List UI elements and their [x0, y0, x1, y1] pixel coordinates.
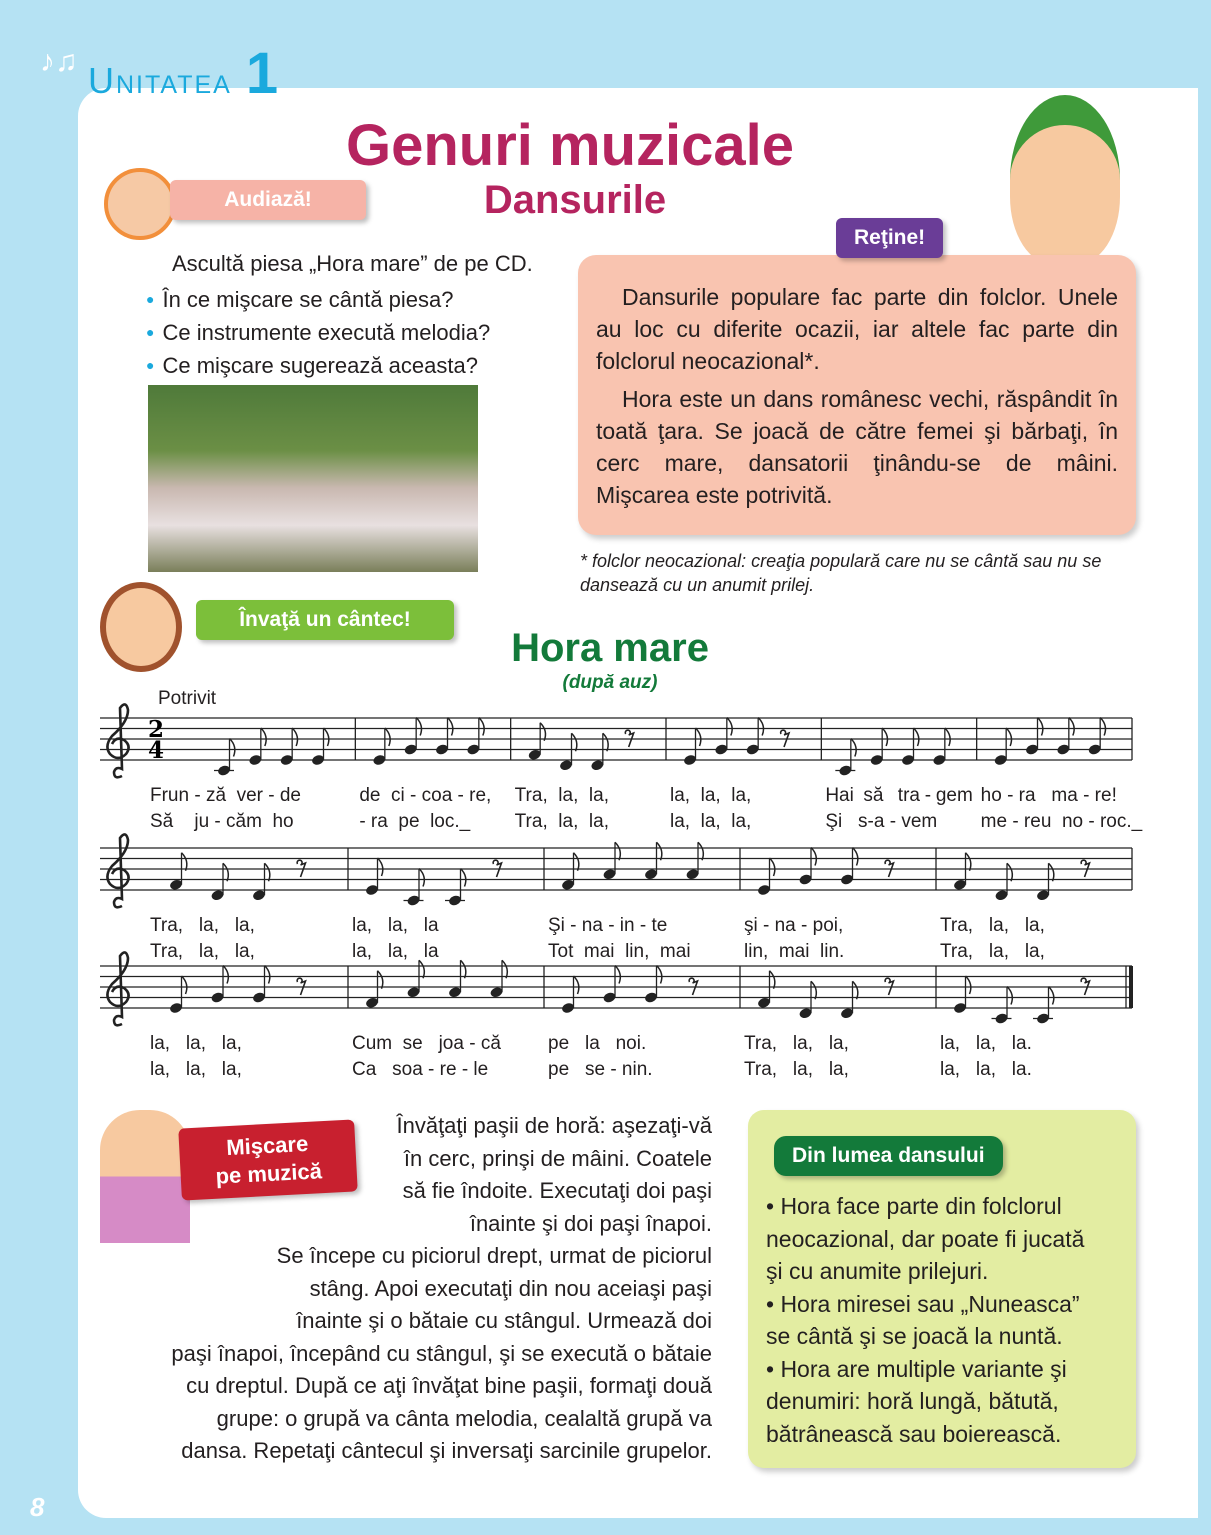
lyric-verse1: la, la, la,	[150, 1033, 242, 1054]
note-flag	[502, 960, 507, 978]
note-flag	[261, 728, 266, 746]
lyric-verse1: Frun - ză ver - de	[150, 785, 301, 806]
din-lumea-line: bătrânească sau boierească.	[766, 1420, 1062, 1447]
din-lumea-line: • Hora face parte din folclorul	[766, 1193, 1062, 1219]
lyric-verse1: pe la noi.	[548, 1033, 647, 1054]
lyric-verse1: Tra, la, la,	[514, 785, 609, 806]
note-flag	[758, 718, 763, 736]
lyric-verse1: la, la, la,	[670, 785, 752, 806]
din-lumea-line: denumiri: horă lungă, bătută,	[766, 1388, 1059, 1414]
note-flag	[223, 863, 228, 881]
time-signature: 4	[148, 737, 165, 764]
lyric-verse2: Tra, la, la,	[744, 1059, 849, 1080]
lyric-verse1: la, la, la	[352, 915, 439, 936]
miscare-line: Se începe cu piciorul drept, urmat de piciorul	[276, 1243, 712, 1268]
note-flag	[882, 728, 887, 746]
miscare-line: înainte şi o bătaie cu stângul. Urmează doi	[296, 1308, 712, 1333]
note-flag	[1100, 718, 1105, 736]
unit-number: 1	[245, 41, 281, 106]
miscare-text	[96, 1110, 712, 1468]
miscare-line: în cerc, prinşi de mâini. Coatele	[403, 1145, 712, 1171]
miscare-label-line: pe muzică	[214, 1158, 323, 1189]
note-flag	[1006, 728, 1011, 746]
din-lumea-line: • Hora miresei sau „Nuneasca”	[766, 1290, 1080, 1317]
lyric-verse1: Tra, la, la,	[150, 915, 255, 936]
note-flag	[603, 733, 608, 751]
miscare-line: să fie îndoite. Executaţi doi paşi	[402, 1178, 712, 1203]
note-flag	[378, 858, 383, 876]
lyric-verse1: de ci - coa - re,	[359, 785, 492, 806]
note-flag	[292, 728, 297, 746]
note-flag	[657, 966, 662, 984]
miscare-line: paşi înapoi, începând cu stângul, şi se execută o bătaie	[171, 1340, 712, 1366]
song-source: (după auz)	[562, 672, 658, 693]
note-flag	[182, 976, 187, 994]
lyric-verse2: la, la, la	[352, 941, 439, 962]
note-flag	[572, 733, 577, 751]
lyric-verse2: la, la, la,	[670, 811, 752, 832]
note-flag	[461, 869, 466, 887]
note-flag	[540, 723, 545, 741]
note-flag	[657, 842, 662, 860]
question: ● Ce instrumente execută melodia?	[146, 316, 490, 349]
din-lumea-line: se cântă şi se joacă la nuntă.	[766, 1323, 1063, 1349]
lyric-verse2: Să ju - căm ho	[150, 811, 294, 832]
note-flag	[419, 869, 424, 887]
note-flag	[615, 966, 620, 984]
din-lumea-label: Din lumea dansului	[774, 1136, 1003, 1176]
miscare-line: stâng. Apoi executaţi din nou aceiaşi paşi	[309, 1275, 712, 1301]
note-flag	[574, 853, 579, 871]
din-lumea-text	[766, 1190, 1084, 1450]
note-flag	[223, 966, 228, 984]
note-flag	[448, 718, 453, 736]
lyric-verse1: Hai să tra - gem	[825, 785, 973, 806]
lyric-verse2: la, la, la.	[940, 1059, 1032, 1080]
note-flag	[727, 718, 732, 736]
note-flag	[945, 728, 950, 746]
note-flag	[770, 858, 775, 876]
lyric-verse2: Tra, la, la,	[940, 941, 1045, 962]
note-flag	[853, 981, 858, 999]
unit-label: Unitatea	[88, 60, 232, 101]
lyric-verse1: Tra, la, la,	[940, 915, 1045, 936]
note-flag	[966, 853, 971, 871]
page-number: 8	[30, 1492, 45, 1522]
song-section-label: Învaţă un cântec!	[196, 600, 454, 640]
page-subtitle: Dansurile	[483, 178, 667, 222]
din-lumea-line: neocazional, dar poate fi jucată	[766, 1225, 1085, 1252]
lyric-verse2: me - reu no - roc._	[980, 811, 1143, 832]
note-flag	[1049, 987, 1054, 1005]
lyric-verse2: pe se - nin.	[548, 1059, 653, 1080]
note-flag	[696, 728, 701, 746]
din-lumea-line: • Hora are multiple variante şi	[766, 1355, 1067, 1382]
note-flag	[1049, 863, 1054, 881]
lyric-verse1: Şi - na - in - te	[548, 915, 668, 936]
audiaza-intro: Ascultă piesa „Hora mare” de pe CD.	[172, 251, 533, 276]
lyric-verse2: la, la, la,	[150, 1059, 242, 1080]
note-flag	[1038, 718, 1043, 736]
final-bar-line	[1129, 966, 1133, 1008]
treble-clef-icon	[107, 952, 128, 1025]
note-flag	[265, 966, 270, 984]
lyric-verse2: Tot mai lin, mai	[548, 941, 691, 962]
treble-clef-icon	[107, 834, 128, 907]
note-flag	[479, 718, 484, 736]
lyric-verse2: Ca soa - re - le	[352, 1059, 489, 1080]
lyric-verse1: Cum se joa - că	[352, 1033, 501, 1054]
lyric-verse1: şi - na - poi,	[744, 915, 844, 936]
retine-paragraph: Hora este un dans românesc vechi, răspândit în toată ţara. Se joacă de către femei şi bărbaţi, în cerc mare, dansatorii ţinându-se de mâini. Mişcarea este potrivită.	[596, 386, 1118, 508]
footnote: * folclor neocazional: creaţia populară care nu se cântă sau nu se dansează cu un anumit prilej.	[580, 551, 1102, 595]
retine-paragraph: Dansurile populare fac parte din folclor. Unele au loc cu diferite ocazii, iar altele fac parte din folclorul neocazional*.	[596, 284, 1118, 374]
miscare-line: Învăţaţi paşii de horă: aşezaţi-vă	[396, 1113, 712, 1138]
note-flag	[966, 976, 971, 994]
question: ● În ce mişcare se cântă piesa?	[146, 283, 490, 316]
miscare-line: înainte şi doi paşi înapoi.	[469, 1210, 712, 1236]
note-flag	[324, 728, 329, 746]
music-notes-icon: ♪♫	[40, 45, 78, 78]
din-lumea-line: şi cu anumite prilejuri.	[766, 1258, 989, 1284]
lyric-verse2: lin, mai lin.	[744, 941, 845, 962]
note-flag	[182, 853, 187, 871]
tempo-marking: Potrivit	[158, 688, 217, 709]
lyric-verse2: Tra, la, la,	[514, 811, 609, 832]
audiaza-label: Audiază!	[170, 180, 366, 220]
miscare-label-line: Mişcare	[225, 1130, 309, 1161]
note-flag	[385, 728, 390, 746]
time-signature: 2	[148, 716, 165, 743]
lyric-verse1: la, la, la.	[940, 1033, 1032, 1054]
note-flag	[1069, 718, 1074, 736]
miscare-line: cu dreptul. După ce aţi învăţat bine paşii, formaţi două	[186, 1373, 712, 1398]
note-flag	[698, 842, 703, 860]
note-flag	[1007, 987, 1012, 1005]
note-flag	[811, 981, 816, 999]
note-flag	[853, 848, 858, 866]
song-title: Hora mare	[511, 626, 709, 670]
miscare-line: dansa. Repetaţi cântecul şi inversaţi sarcinile grupelor.	[181, 1438, 712, 1463]
note-flag	[461, 960, 466, 978]
treble-clef-icon	[107, 704, 128, 777]
question: ● Ce mişcare sugerează aceasta?	[146, 349, 490, 382]
retine-label: Reţine!	[836, 218, 943, 258]
lyric-verse1: Tra, la, la,	[744, 1033, 849, 1054]
note-flag	[1007, 863, 1012, 881]
lyric-verse2: Şi s-a - vem	[825, 811, 938, 832]
lyric-verse2: - ra pe loc._	[359, 811, 471, 832]
lyric-verse2: Tra, la, la,	[150, 941, 255, 962]
note-flag	[574, 976, 579, 994]
note-flag	[265, 863, 270, 881]
note-flag	[770, 971, 775, 989]
note-flag	[230, 739, 235, 757]
note-flag	[914, 728, 919, 746]
note-flag	[615, 842, 620, 860]
note-flag	[851, 739, 856, 757]
page-title: Genuri muzicale	[345, 113, 795, 178]
note-flag	[416, 718, 421, 736]
miscare-line: grupe: o grupă va cânta melodia, cealaltă grupă va	[216, 1405, 712, 1431]
lyric-verse1: ho - ra ma - re!	[980, 785, 1117, 806]
note-flag	[378, 971, 383, 989]
note-flag	[811, 848, 816, 866]
